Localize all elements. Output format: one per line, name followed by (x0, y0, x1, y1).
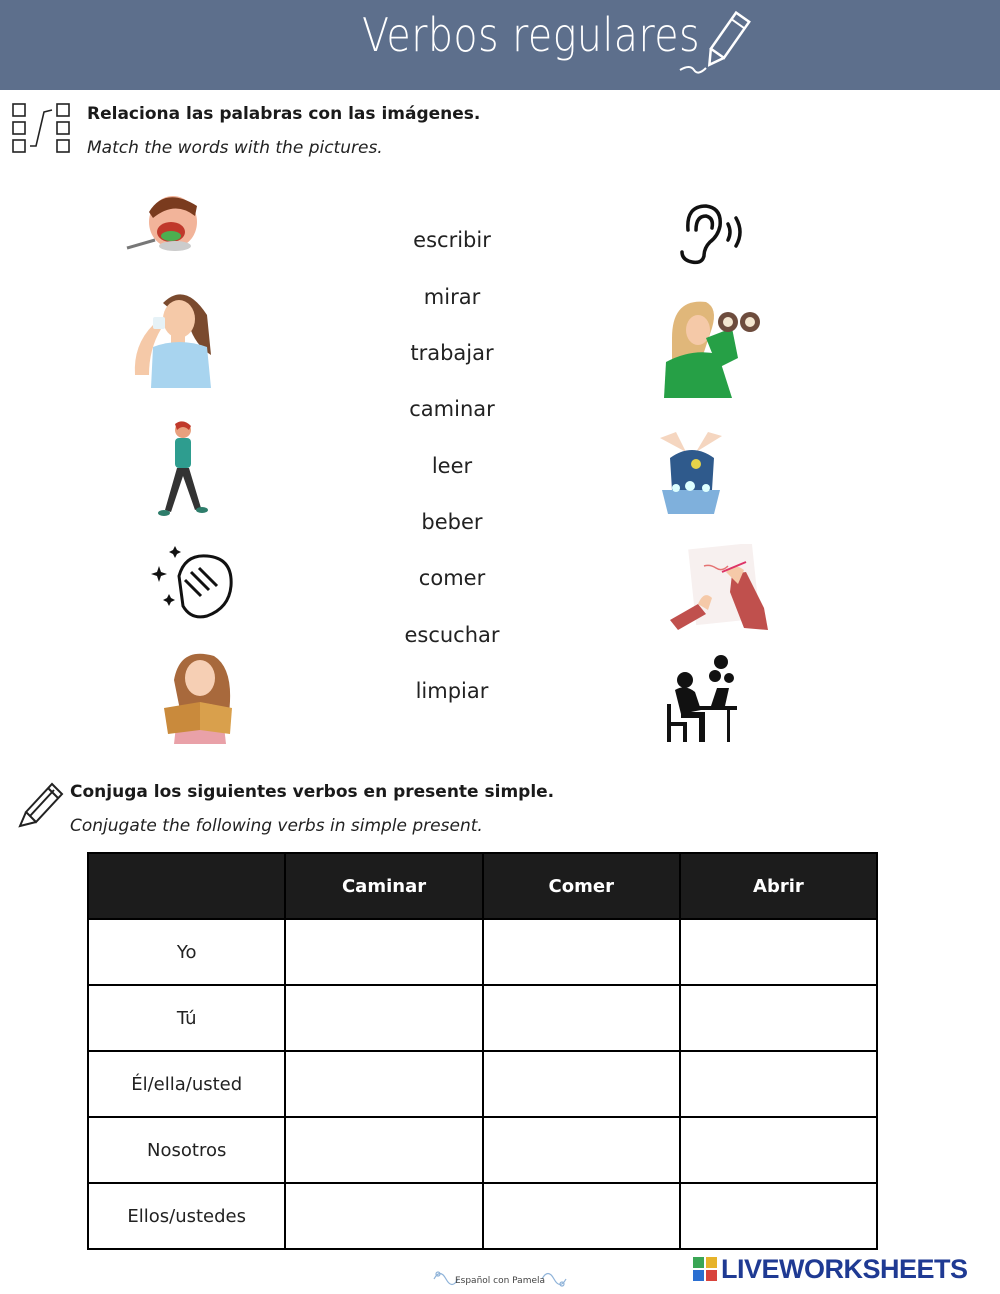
pronoun-cell: Yo (88, 919, 285, 985)
word-limpiar[interactable]: limpiar (415, 679, 489, 703)
writing-hands-icon[interactable] (668, 544, 770, 630)
answer-cell[interactable] (680, 1051, 877, 1117)
binoculars-woman-icon[interactable] (662, 298, 764, 398)
section1-subtitle: Match the words with the pictures. (87, 138, 383, 158)
working-person-icon[interactable] (665, 652, 741, 744)
answer-cell[interactable] (285, 919, 482, 985)
reading-girl-icon[interactable] (160, 650, 238, 744)
drinking-woman-icon[interactable] (125, 285, 220, 388)
word-leer[interactable]: leer (431, 454, 473, 478)
liveworksheets-logo[interactable] (693, 1253, 968, 1285)
author-name: Español con Pamela (454, 1276, 546, 1286)
word-escuchar[interactable]: escuchar (404, 623, 500, 647)
answer-cell[interactable] (285, 1051, 482, 1117)
page-title: Verbos regulares (362, 8, 701, 62)
answer-cell[interactable] (483, 985, 680, 1051)
word-beber[interactable]: beber (421, 510, 483, 534)
word-mirar[interactable]: mirar (423, 285, 481, 309)
table-row (88, 1051, 877, 1117)
listening-ear-icon[interactable] (676, 202, 746, 268)
author-logo (430, 1264, 570, 1294)
table-row (88, 919, 877, 985)
conjugation-table (87, 852, 878, 1250)
answer-cell[interactable] (483, 919, 680, 985)
pronoun-cell: Nosotros (88, 1117, 285, 1183)
pencil-write-icon (16, 778, 66, 828)
matching-icon (10, 102, 72, 154)
liveworksheets-wordmark: LIVEWORKSHEETS (721, 1253, 968, 1284)
table-header-row (88, 853, 877, 919)
answer-cell[interactable] (680, 1183, 877, 1249)
word-trabajar[interactable]: trabajar (410, 341, 494, 365)
pronoun-cell: Ellos/ustedes (88, 1183, 285, 1249)
answer-cell[interactable] (680, 985, 877, 1051)
table-header-empty (88, 853, 285, 919)
table-row (88, 1117, 877, 1183)
table-header-comer: Comer (483, 853, 680, 919)
pencil-icon (676, 6, 751, 78)
section2-subtitle: Conjugate the following verbs in simple present. (70, 816, 483, 836)
answer-cell[interactable] (483, 1183, 680, 1249)
page-header (0, 0, 1000, 90)
walking-man-icon[interactable] (155, 420, 210, 518)
table-row (88, 985, 877, 1051)
section1-instruction: Relaciona las palabras con las imágenes. (87, 104, 481, 124)
eating-boy-icon[interactable] (125, 188, 205, 254)
answer-cell[interactable] (285, 1183, 482, 1249)
word-caminar[interactable]: caminar (409, 397, 495, 421)
section2-instruction: Conjuga los siguientes verbos en presente simple. (70, 782, 555, 802)
cleaning-hand-icon[interactable] (145, 546, 237, 620)
pronoun-cell: Él/ella/usted (88, 1051, 285, 1117)
table-header-abrir: Abrir (680, 853, 877, 919)
pronoun-cell: Tú (88, 985, 285, 1051)
washing-clothes-icon[interactable] (656, 432, 726, 516)
answer-cell[interactable] (285, 985, 482, 1051)
answer-cell[interactable] (483, 1051, 680, 1117)
answer-cell[interactable] (285, 1117, 482, 1183)
word-escribir[interactable]: escribir (413, 228, 491, 252)
answer-cell[interactable] (483, 1117, 680, 1183)
word-comer[interactable]: comer (418, 566, 486, 590)
table-row (88, 1183, 877, 1249)
answer-cell[interactable] (680, 1117, 877, 1183)
table-header-caminar: Caminar (285, 853, 482, 919)
answer-cell[interactable] (680, 919, 877, 985)
liveworksheets-badge-icon (693, 1257, 717, 1281)
